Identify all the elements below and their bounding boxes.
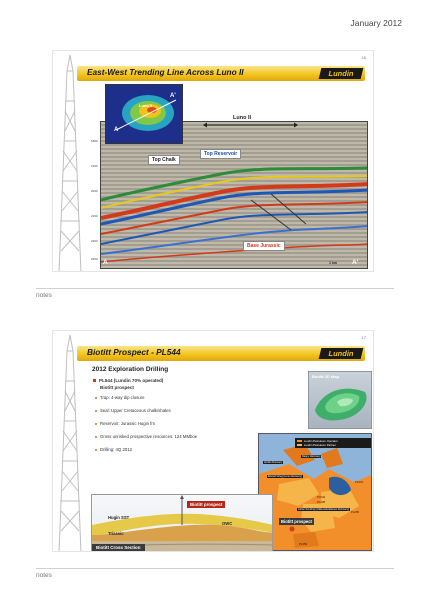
slide-title: Biotitt Prospect - PL544 (87, 347, 181, 357)
depth-tick: 1900 (91, 164, 98, 168)
list-item (95, 447, 132, 452)
list-item-text: Gross unrisked prospective resources: 124 MMboe (100, 434, 198, 439)
slide-title-bar (77, 346, 365, 361)
depth-tick: 2000 (91, 189, 98, 193)
map-field-label: Dagny discovery (302, 455, 321, 458)
surface-image (309, 372, 372, 429)
corner-a-prime-label: A' (352, 259, 359, 266)
date-label: January 2012 (350, 18, 402, 28)
inset-prospect-label: Luno II (139, 103, 153, 108)
legend-text: Lundin Petroleum Partner (304, 443, 336, 447)
triassic-label: Triassic (108, 531, 124, 536)
notes-divider (36, 288, 394, 289)
licence-map-image (259, 434, 372, 551)
map-legend (295, 438, 371, 448)
scale-label: 1 km (329, 261, 337, 265)
cross-section (91, 494, 273, 552)
legend-swatch (297, 444, 302, 447)
logo-text: Lundin (328, 349, 354, 358)
biotitt-3d-map (308, 371, 372, 429)
slide-number: 17 (361, 335, 366, 340)
map-prospect-label: Biotitt prospect (281, 519, 312, 524)
depth-tick: 2200 (91, 239, 98, 243)
slide-biotitt (52, 330, 374, 552)
bullet-icon (95, 410, 97, 412)
corner-a-label: A (103, 259, 108, 266)
slide-title: East-West Trending Line Across Luno II (87, 67, 244, 77)
list-item-text: Seal: Upper Cretaceous chalk/shales (100, 408, 171, 413)
drilling-rig-icon (53, 331, 87, 552)
lundin-logo (319, 68, 364, 79)
hugin-label: Hugin SST (108, 515, 130, 520)
slide-seismic (52, 50, 374, 272)
depth-tick: 1800 (91, 139, 98, 143)
main-bullet (93, 378, 163, 383)
sub-heading: Biotitt prospect (100, 385, 134, 390)
inset-a-label: A (114, 127, 119, 133)
bullet-icon (95, 449, 97, 451)
map-field-label: Johan Sverdrup (Aldous/Avaldsnes discovery) (298, 508, 350, 511)
list-item-text: Trap: 4-way dip closure (100, 395, 145, 400)
logo-text: Lundin (328, 69, 354, 78)
list-item-text: Drilling: 4Q 2012 (100, 447, 133, 452)
drilling-rig-icon (53, 51, 87, 272)
base-jurassic-label: Base Jurassic (243, 241, 285, 251)
licence-label: PL338 (317, 500, 326, 504)
list-item (95, 421, 155, 426)
list-item (95, 408, 171, 413)
legend-swatch (297, 440, 302, 443)
depth-tick: 2300 (91, 257, 98, 261)
notes-label: notes (36, 572, 52, 579)
slide-number: 16 (361, 55, 366, 60)
legend-text: Lundin Petroleum Operator (304, 439, 338, 443)
inset-a-prime-label: A' (170, 93, 176, 99)
top-chalk-label: Top Chalk (148, 155, 180, 165)
top-reservoir-label: Top Reservoir (200, 149, 241, 159)
section-heading: 2012 Exploration Drilling (92, 366, 169, 373)
cross-section-title: Biotitt Cross Section (92, 544, 145, 551)
bullet-icon (95, 397, 97, 399)
seismic-image (101, 122, 368, 269)
licence-label: PL501 (355, 480, 364, 484)
licence-label: PL359 (299, 542, 308, 546)
map-field-label: Apollo discovery (264, 461, 283, 464)
biotitt-3d-map-label: Biotitt 3D Map (312, 374, 339, 379)
cross-prospect-label: Biotitt prospect (187, 501, 225, 508)
luno-extent-arrow (203, 122, 298, 128)
luno-label: Luno II (233, 115, 252, 121)
notes-divider (36, 568, 394, 569)
owc-label: OWC (222, 521, 233, 526)
licence-map (258, 433, 372, 551)
depth-tick: 2100 (91, 214, 98, 218)
map-field-label: Edvard Grieg (Luno discovery) (268, 475, 302, 478)
main-bullet-text: PL544 (Lundin 70% operated) (99, 378, 164, 383)
notes-label: notes (36, 292, 52, 299)
slide-title-bar (77, 66, 365, 81)
bullet-icon (95, 436, 97, 438)
legend-item-partner (297, 443, 369, 447)
list-item (95, 434, 197, 439)
bullet-icon (95, 423, 97, 425)
list-item-text: Reservoir: Jurassic Hugin fm (100, 421, 155, 426)
bullet-icon (93, 379, 96, 382)
licence-label: PL544 (317, 495, 326, 499)
list-item (95, 395, 145, 400)
inset-map (105, 84, 183, 144)
licence-label: PL265 (351, 510, 360, 514)
lundin-logo (319, 348, 364, 359)
